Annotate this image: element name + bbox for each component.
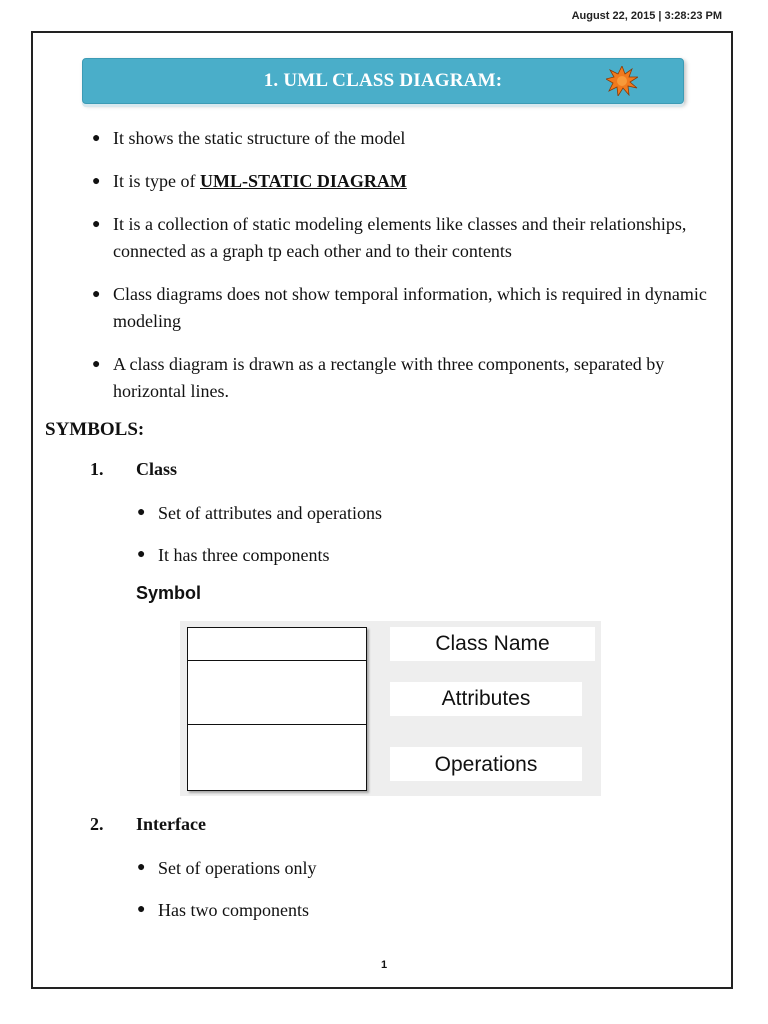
divider [188, 724, 366, 725]
interface-bullet-list [137, 855, 316, 939]
symbol-interface-heading [90, 814, 206, 835]
bullet-text: A class diagram is drawn as a rectangle with three components, separated by horizontal lines. [113, 354, 665, 401]
list-item [137, 855, 316, 881]
bullet-text: It shows the static structure of the model [113, 128, 406, 148]
bullet-text: Set of attributes and operations [158, 503, 382, 523]
symbol-class-heading [90, 459, 177, 480]
list-item [92, 351, 717, 405]
bullet-dot: ● [137, 860, 146, 875]
class-name-label: Class Name [390, 627, 595, 661]
list-item [92, 211, 717, 265]
bullet-text: It is a collection of static modeling elements like classes and their relationships, connected as a graph tp each other and to their contents [113, 214, 687, 261]
list-item [92, 281, 717, 335]
bullet-text: Class diagrams does not show temporal information, which is required in dynamic modeling [113, 284, 707, 331]
operations-label: Operations [390, 747, 582, 781]
static-diagram-term: UML-STATIC DIAGRAM [200, 171, 407, 191]
bullet-dot: ● [92, 357, 101, 372]
bullet-dot: ● [137, 902, 146, 917]
list-item [137, 542, 382, 568]
item-title: Interface [136, 814, 206, 834]
bullet-text: It is type of [113, 171, 200, 191]
class-bullet-list [137, 500, 382, 584]
bullet-dot: ● [92, 131, 101, 146]
banner-title: 1. UML CLASS DIAGRAM: [263, 70, 503, 91]
bullet-text: Set of operations only [158, 858, 317, 878]
list-item [137, 500, 382, 526]
starburst-icon [606, 66, 638, 96]
symbol-label: Symbol [136, 583, 202, 603]
symbols-heading: SYMBOLS: [45, 419, 145, 440]
bullet-text: It has three components [158, 545, 330, 565]
bullet-dot: ● [137, 505, 146, 520]
item-number: 2. [90, 814, 104, 834]
bullet-text: Has two components [158, 900, 309, 920]
page-number: 1 [380, 959, 388, 971]
list-item [92, 168, 717, 195]
class-symbol-figure [180, 621, 601, 796]
list-item [92, 125, 717, 152]
bullet-dot: ● [137, 547, 146, 562]
list-item [137, 897, 316, 923]
bullet-dot: ● [92, 287, 101, 302]
item-title: Class [136, 459, 178, 479]
bullet-dot: ● [92, 217, 101, 232]
attributes-label: Attributes [390, 682, 582, 716]
title-banner [82, 58, 684, 104]
header-timestamp: August 22, 2015 | 3:28:23 PM [571, 10, 722, 22]
item-number: 1. [90, 459, 104, 479]
divider [188, 660, 366, 661]
class-rectangle [187, 627, 367, 791]
intro-bullet-list [92, 125, 717, 421]
bullet-dot: ● [92, 174, 101, 189]
